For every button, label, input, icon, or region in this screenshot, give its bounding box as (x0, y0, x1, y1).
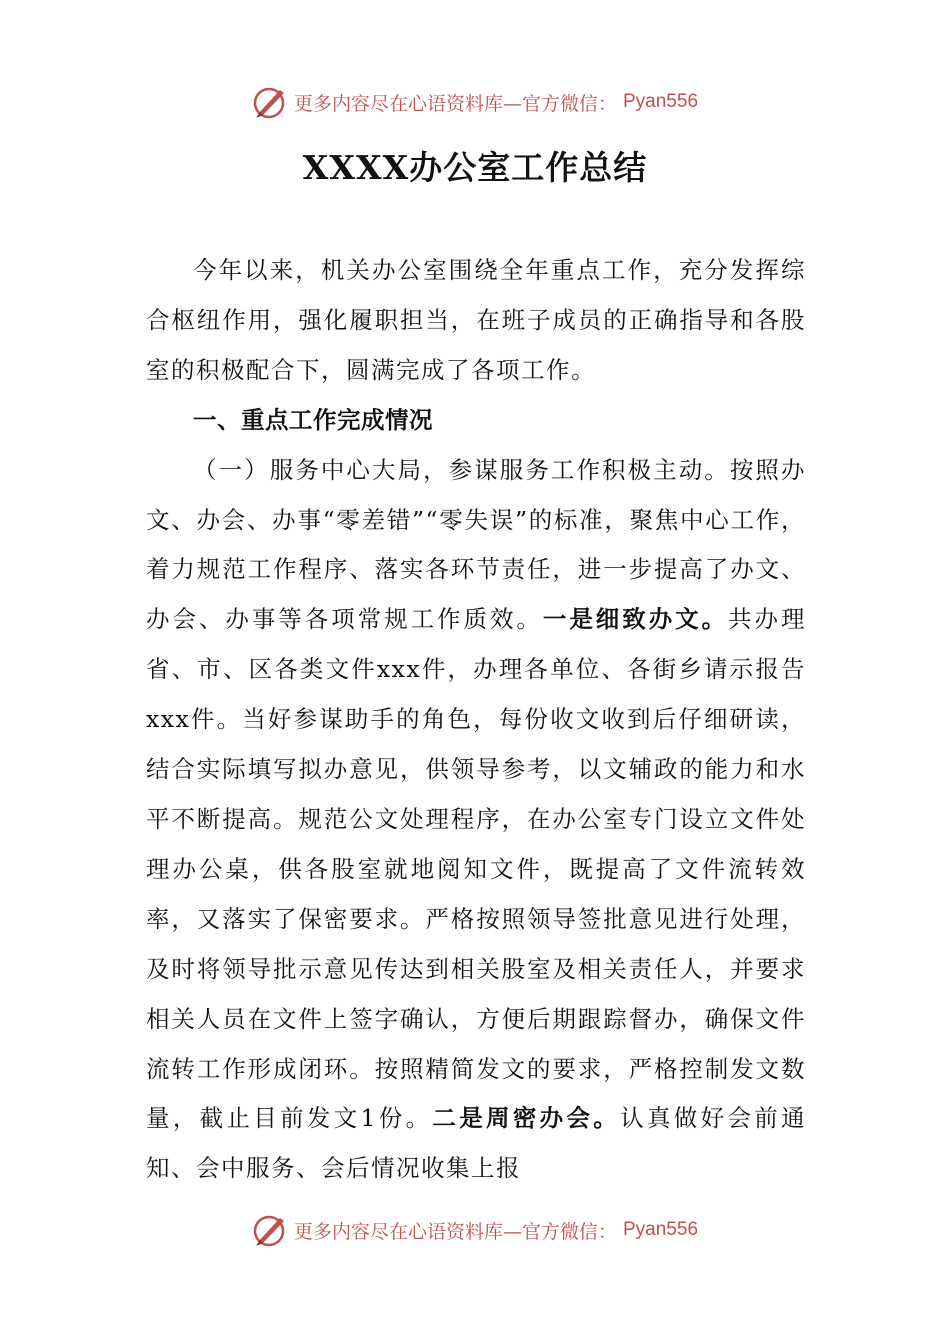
paragraph-text: （一）服务中心大局，参谋服务工作积极主动。按照办文、办会、办事“零差错”“零失误”的标准，聚焦中心工作，着力规范工作程序、落实各环节责任，进一步提高了办文、办会、办事等各项常规工作质效。 (146, 455, 806, 634)
document-title: XXXX办公室工作总结 (302, 148, 648, 187)
watermark-text: 更多内容尽在心语资料库—官方微信： (293, 1220, 617, 1243)
watermark-wechat-id: Pyan556 (623, 91, 699, 112)
watermark-text: 更多内容尽在心语资料库—官方微信： (293, 92, 617, 115)
section-heading: 一、重点工作完成情况 (193, 405, 433, 434)
watermark-wechat-id: Pyan556 (623, 1219, 699, 1240)
body-paragraph (146, 446, 806, 1195)
intro-paragraph: 今年以来，机关办公室围绕全年重点工作，充分发挥综合枢纽作用，强化履职担当，在班子成员的正确指导和各股室的积极配合下，圆满完成了各项工作。 (146, 256, 806, 384)
watermark-footer (0, 1212, 950, 1248)
pen-logo-icon (252, 1212, 288, 1248)
bold-lead-text: 二是周密办会。 (432, 1104, 621, 1133)
bold-lead-text: 一是细致办文。 (542, 605, 729, 634)
paragraph-text: 认真做好会前通知、会中服务、会后情况收集上报 (146, 1104, 807, 1183)
pen-logo-icon (252, 84, 288, 120)
document-body (146, 246, 806, 1194)
watermark-header (0, 84, 950, 120)
paragraph-text: 共办理省、市、区各类文件xxx件，办理各单位、各街乡请示报告xxx件。当好参谋助手的角色，每份收文收到后仔细研读，结合实际填写拟办意见，供领导参考，以文辅政的能力和水平不断提高。规范公文处理程序，在办公室专门设立文件处理办公桌，供各股室就地阅知文件，既提高了文件流转效率，又落实了保密要求。严格按照领导签批意见进行处理，及时将领导批示意见传达到相关股室及相关责任人，并要求相关人员在文件上签字确认，方便后期跟踪督办，确保文件流转工作形成闭环。按照精简发文的要求，严格控制发文数量，截止目前发文1份。 (146, 605, 807, 1133)
